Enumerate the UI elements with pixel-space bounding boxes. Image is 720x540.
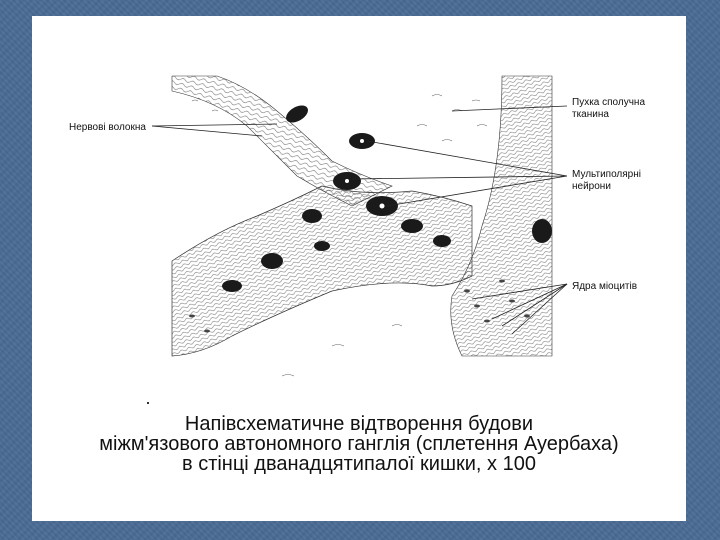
figure-caption [32,414,686,474]
label-myocyte-nuclei: Ядра міоцитів [572,281,638,292]
ganglion-band [172,186,472,356]
label-loose-tissue [572,97,645,121]
slide [32,16,686,521]
caption-line-1: Напівсхематичне відтворення будови [184,413,534,435]
caption-line-2: міжм'язового автономного ганглія (сплетення Ауербаха) [99,433,619,455]
label-neurons-line2: нейрони [572,181,611,192]
label-neurons-line1: Мультиполярні [572,169,641,180]
caption-line-3: в стінці дванадцятипалої кишки, х 100 [182,453,536,475]
label-nerve-fibers: Нервові волокна [69,122,146,133]
label-multipolar-neurons [572,169,641,193]
label-loose-tissue-line2: тканина [572,109,609,120]
stray-dot [147,402,149,404]
label-loose-tissue-line1: Пухка сполучна [572,97,646,108]
